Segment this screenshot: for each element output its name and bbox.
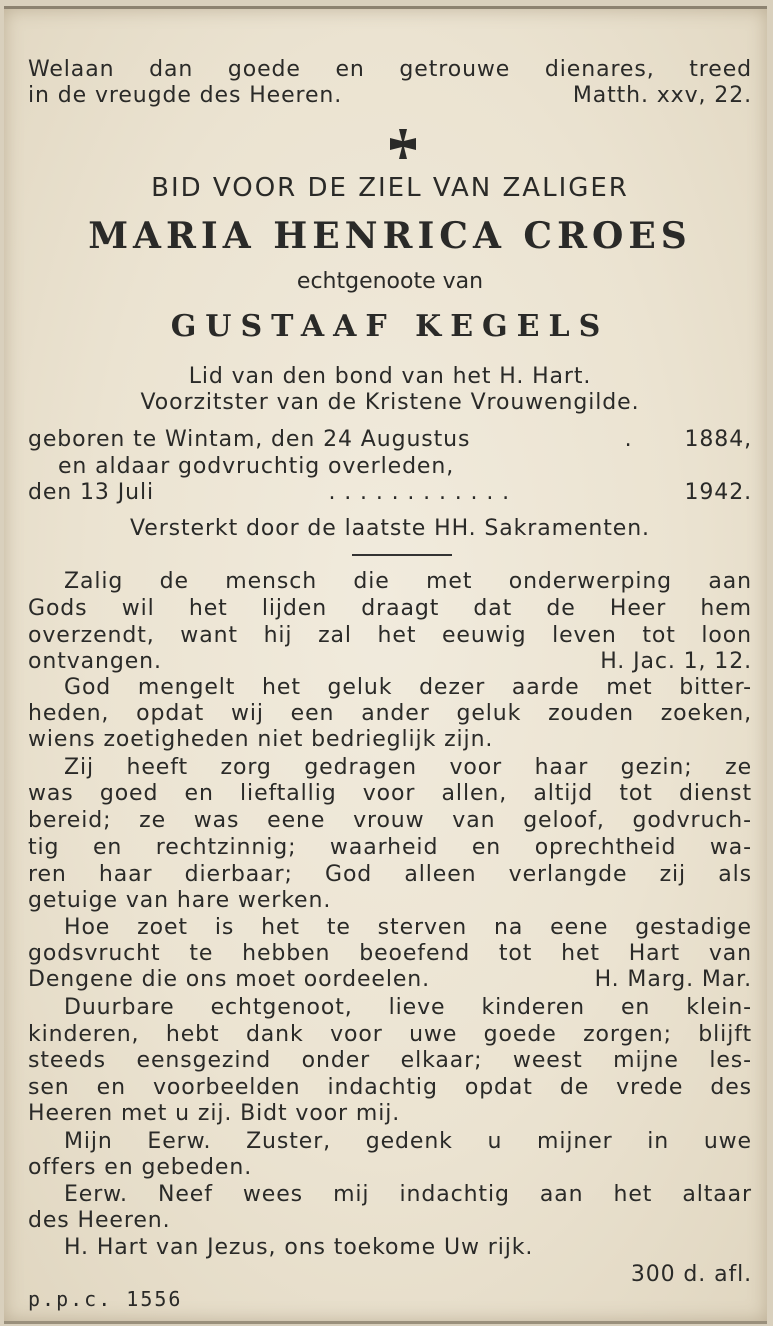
p7-line-2: des Heeren. — [28, 1208, 171, 1233]
p5-line-2: kinderen, hebt dank voor uwe goede zorgen; blijft — [28, 1022, 752, 1047]
scripture-reference-jac: H. Jac. 1, 12. — [600, 649, 752, 674]
p2-line-1: God mengelt het geluk dezer aarde met bitter- — [64, 675, 752, 700]
deceased-name: MARIA HENRICA CROES — [88, 215, 692, 257]
death-date-line: den 13 Juli . . . . . . . . . . . . 1942. — [28, 480, 752, 505]
p3-line-2: was goed en lieftallig voor allen, altijd tot dienst — [28, 781, 752, 806]
p2-line-2: heden, opdat wij een ander geluk zouden zoeken, — [28, 701, 752, 726]
p4-line-1: Hoe zoet is het te sterven na eene gestadige — [64, 915, 752, 940]
p2-line-3: wiens zoetigheden niet bedrieglijk zijn. — [28, 727, 494, 752]
p4-line-2: godsvrucht te hebben beoefend tot het Hart van — [28, 941, 752, 966]
p6-line-2: offers en gebeden. — [28, 1155, 253, 1180]
p1-line-4: ontvangen. H. Jac. 1, 12. — [28, 649, 752, 674]
indulgence: 300 d. afl. — [630, 1262, 752, 1287]
printer-code: p.p.c. 1556 — [28, 1287, 183, 1311]
p1-line-1: Zalig de mensch die met onderwerping aan — [64, 569, 752, 594]
p7-line-1: Eerw. Neef wees mij indachtig aan het altaar — [64, 1182, 752, 1207]
epigraph-text: in de vreugde des Heeren. — [28, 83, 343, 108]
sacraments-line: Versterkt door de laatste HH. Sakramenten. — [130, 516, 650, 541]
p3-line-5: ren haar dierbaar; God alleen verlangde zij als — [28, 862, 752, 887]
reference-marg-mar: H. Marg. Mar. — [594, 967, 752, 992]
divider — [352, 554, 452, 556]
prayer-heading: BID VOOR DE ZIEL VAN ZALIGER — [151, 173, 629, 203]
spouse-name: GUSTAAF KEGELS — [170, 309, 610, 344]
epigraph-line-1: Welaan dan goede en getrouwe dienares, treed — [28, 57, 752, 82]
death-line: en aldaar godvruchtig overleden, — [58, 454, 455, 479]
p6-line-1: Mijn Eerw. Zuster, gedenk u mijner in uwe — [64, 1129, 752, 1154]
epigraph-line-2 — [28, 83, 752, 109]
p3-line-6: getuige van hare werken. — [28, 888, 332, 913]
p3-line-3: bereid; ze was eene vrouw van geloof, godvruch- — [28, 808, 752, 833]
role-line-1: Lid van den bond van het H. Hart. — [188, 364, 592, 389]
p8-line: H. Hart van Jezus, ons toekome Uw rijk. — [64, 1235, 534, 1260]
p5-line-3: steeds eensgezind onder elkaar; weest mijne les- — [28, 1048, 752, 1073]
role-line-2: Voorzitster van de Kristene Vrouwengilde. — [140, 390, 640, 415]
p1-line-3: overzendt, want hij zal het eeuwig leven tot loon — [28, 623, 752, 648]
p3-line-1: Zij heeft zorg gedragen voor haar gezin; ze — [64, 755, 752, 780]
cross-pattee-icon — [388, 129, 418, 159]
memorial-card — [4, 6, 767, 1324]
p5-line-4: sen en voorbeelden indachtig opdat de vrede des — [28, 1075, 752, 1100]
p4-line-3: Dengene die ons moet oordeelen. H. Marg. Mar. — [28, 967, 752, 992]
spouse-intro: echtgenoote van — [296, 269, 484, 294]
p1-line-2: Gods wil het lijden draagt dat de Heer hem — [28, 596, 752, 621]
p5-line-5: Heeren met u zij. Bidt voor mij. — [28, 1101, 401, 1126]
p3-line-4: tig en rechtzinnig; waarheid en oprechtheid wa- — [28, 835, 752, 860]
p5-line-1: Duurbare echtgenoot, lieve kinderen en klein- — [64, 995, 752, 1020]
epigraph-reference: Matth. xxv, 22. — [572, 83, 752, 108]
birth-line: geboren te Wintam, den 24 Augustus . 1884, — [28, 427, 752, 452]
